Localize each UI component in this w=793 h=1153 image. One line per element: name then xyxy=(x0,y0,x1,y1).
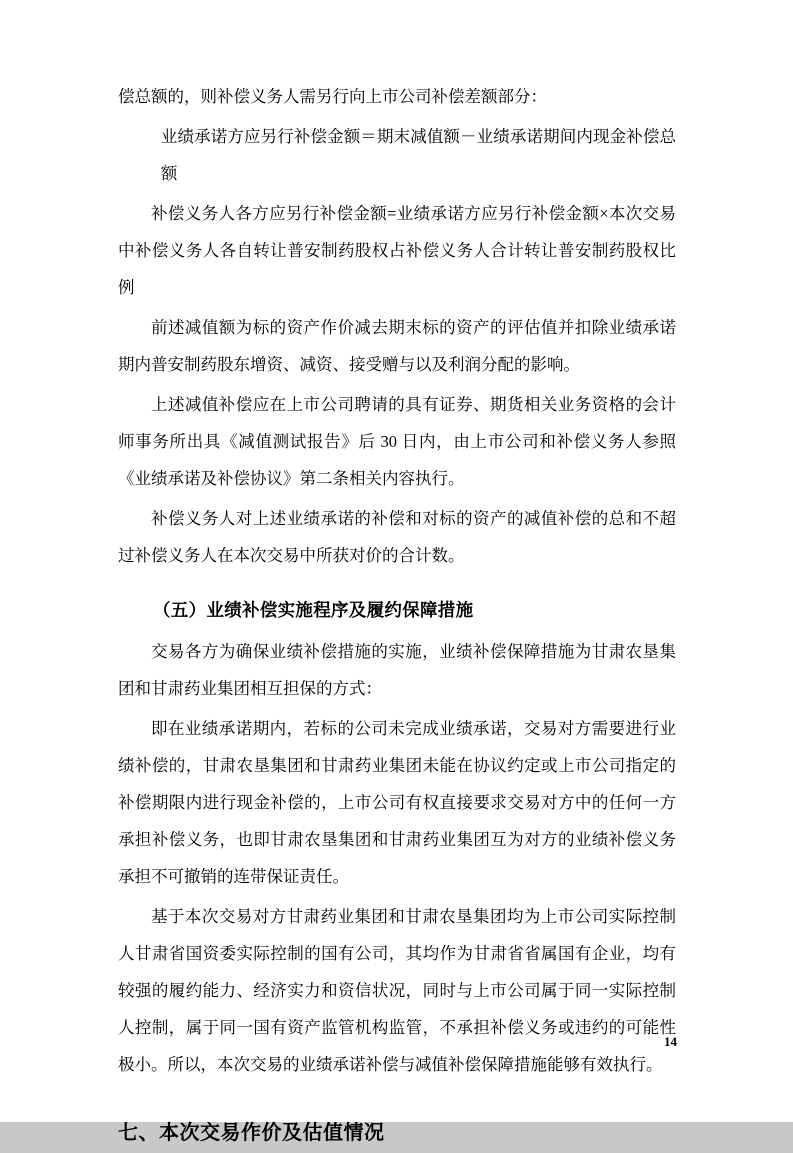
paragraph-compensation-cap: 补偿义务人对上述业绩承诺的补偿和对标的资产的减值补偿的总和不超过补偿义务人在本次交易中所获对价的合计数。 xyxy=(118,509,676,565)
formula-line-2: 补偿义务人各方应另行补偿金额=业绩承诺方应另行补偿金额×本次交易中补偿义务人各自转让普安制药股权占补偿义务人合计转让普安制药股权比例 xyxy=(118,204,676,297)
paragraph-joint-liability: 即在业绩承诺期内，若标的公司未完成业绩承诺，交易对方需要进行业绩补偿的，甘肃农垦集团和甘肃药业集团未能在协议约定或上市公司指定的补偿期限内进行现金补偿的，上市公司有权直接要求交易对方中的任何一方承担补偿义务，也即甘肃农垦集团和甘肃药业集团互为对方的业绩补偿义务承担不可撤销的连带保证责任。 xyxy=(118,719,676,886)
paragraph-continuation: 偿总额的，则补偿义务人需另行向上市公司补偿差额部分： xyxy=(118,87,547,106)
paragraph-impairment-definition: 前述减值额为标的资产作价减去期末标的资产的评估值并扣除业绩承诺期内普安制药股东增资、减资、接受赠与以及利润分配的影响。 xyxy=(118,318,676,374)
spacer xyxy=(118,1101,676,1111)
section-heading-seven: 七、本次交易作价及估值情况 xyxy=(118,1120,385,1144)
formula-line-1: 业绩承诺方应另行补偿金额＝期末减值额－业绩承诺期间内现金补偿总额 xyxy=(160,127,676,183)
paragraph-impairment-report: 上述减值补偿应在上市公司聘请的具有证券、期货相关业务资格的会计师事务所出具《减值测试报告》后 30 日内，由上市公司和补偿义务人参照《业绩承诺及补偿协议》第二条相关内容执行。 xyxy=(118,395,676,488)
spacer xyxy=(118,574,676,592)
paragraph-state-owned-basis: 基于本次交易对方甘肃药业集团和甘肃农垦集团均为上市公司实际控制人甘肃省国资委实际控制的国有公司，其均作为甘肃省省属国有企业，均有较强的履约能力、经济实力和资信状况，同时与上市公司属于同一实际控制人控制，属于同一国有资产监管机构监管，不承担补偿义务或违约的可能性极小。所以，本次交易的业绩承诺补偿与减值补偿保障措施能够有效执行。 xyxy=(118,907,676,1074)
page-content xyxy=(118,78,676,1153)
page-number: 14 xyxy=(664,1034,677,1049)
section-heading-five: （五）业绩补偿实施程序及履约保障措施 xyxy=(153,601,474,621)
paragraph-guarantee-method: 交易各方为确保业绩补偿措施的实施，业绩补偿保障措施为甘肃农垦集团和甘肃药业集团相互担保的方式： xyxy=(118,642,676,698)
spacer xyxy=(118,1083,676,1101)
